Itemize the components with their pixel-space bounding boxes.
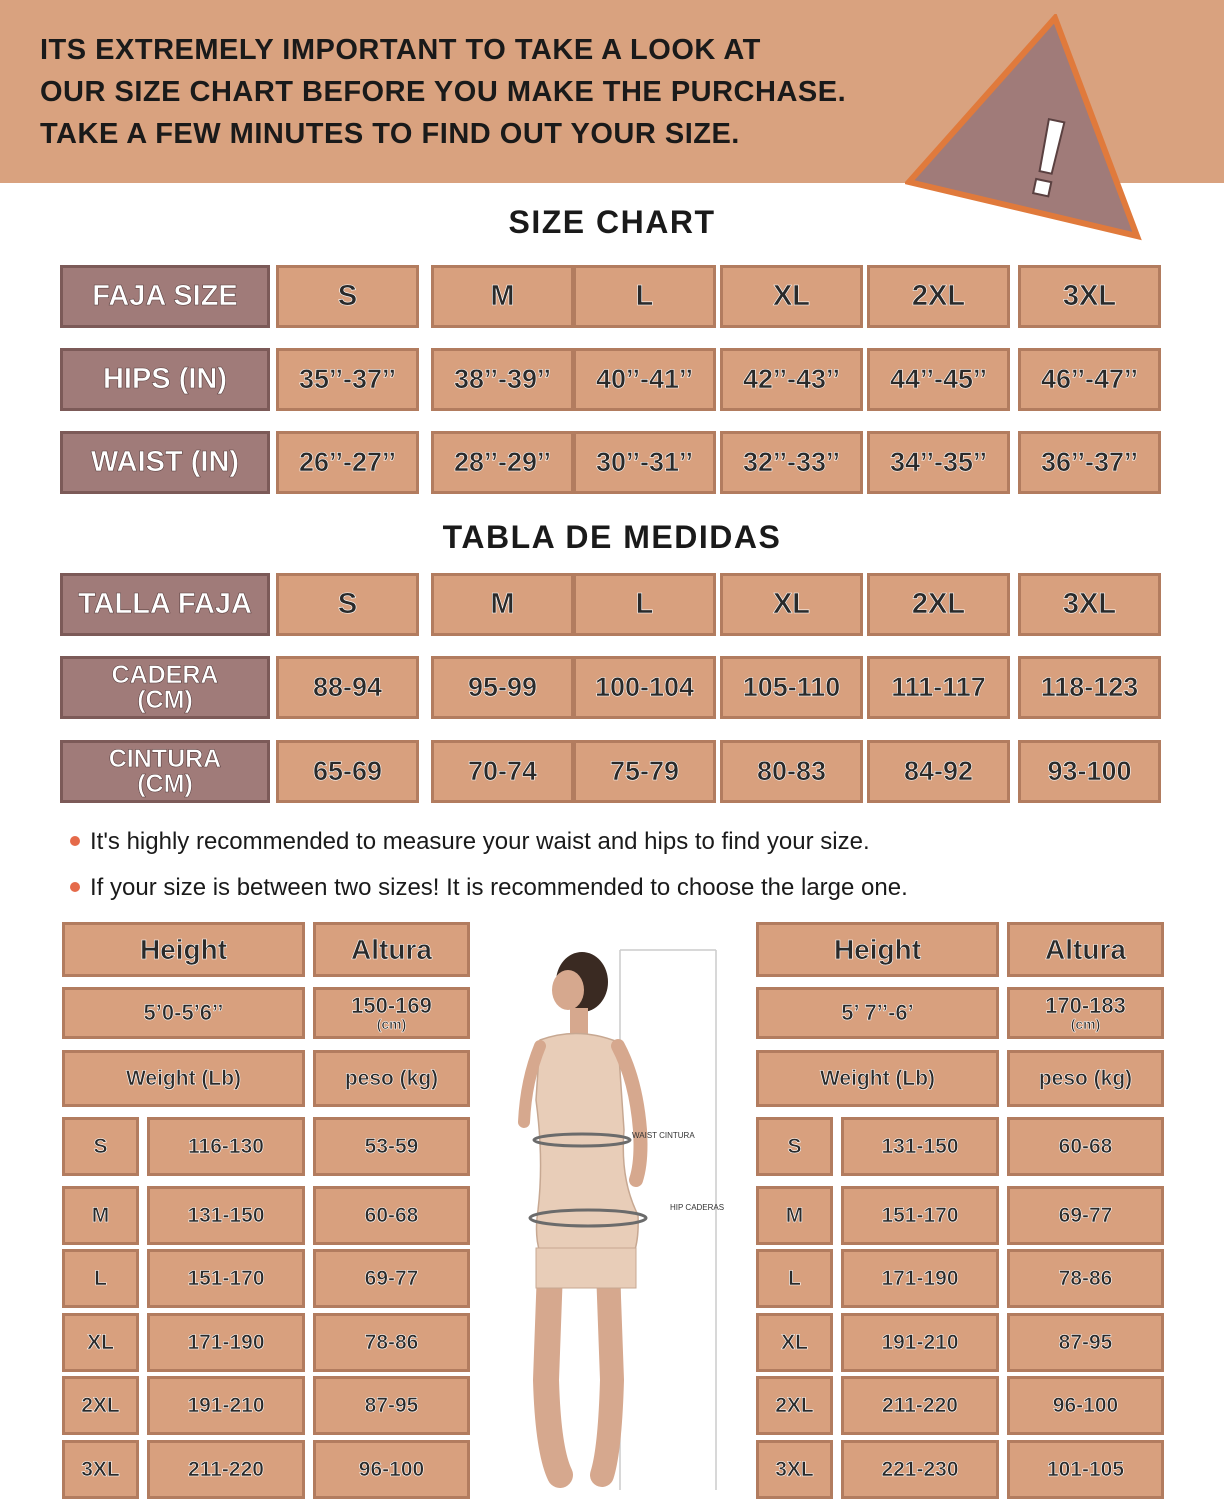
weight-size-cell: S [62, 1117, 139, 1176]
banner-line-2: OUR SIZE CHART BEFORE YOU MAKE THE PURCHASE. [40, 76, 847, 108]
waist-cell: 36’’-37’’ [1018, 431, 1161, 494]
talla-cell: L [573, 573, 716, 636]
cintura-cell: 65-69 [276, 740, 419, 803]
size-cell: L [573, 265, 716, 328]
size-cell: 2XL [867, 265, 1010, 328]
weight-size-cell: 3XL [62, 1440, 139, 1499]
weight-lb-cell: 211-220 [841, 1376, 999, 1435]
weight-size-cell: S [756, 1117, 833, 1176]
cadera-cell: 88-94 [276, 656, 419, 719]
weight-size-cell: L [756, 1249, 833, 1308]
cintura-cell: 75-79 [573, 740, 716, 803]
weight-size-cell: M [62, 1186, 139, 1245]
cintura-cell: 70-74 [431, 740, 574, 803]
waist-cell: 34’’-35’’ [867, 431, 1010, 494]
weight-kg-cell: 101-105 [1007, 1440, 1164, 1499]
weight-lb-cell: 221-230 [841, 1440, 999, 1499]
right-weight-header: Weight (Lb) [756, 1050, 999, 1107]
note-1 [70, 828, 870, 856]
weight-lb-cell: 151-170 [841, 1186, 999, 1245]
weight-lb-cell: 151-170 [147, 1249, 305, 1308]
weight-kg-cell: 69-77 [1007, 1186, 1164, 1245]
waist-cell: 32’’-33’’ [720, 431, 863, 494]
hips-cell: 42’’-43’’ [720, 348, 863, 411]
right-height-value: 5’ 7’’-6’ [756, 987, 999, 1039]
weight-size-cell: XL [62, 1313, 139, 1372]
hips-cell: 40’’-41’’ [573, 348, 716, 411]
cadera-cell: 118-123 [1018, 656, 1161, 719]
cintura-label [60, 740, 270, 803]
cadera-label-line2: (CM) [137, 685, 193, 714]
cadera-cell: 100-104 [573, 656, 716, 719]
talla-cell: XL [720, 573, 863, 636]
hips-cell: 46’’-47’’ [1018, 348, 1161, 411]
weight-size-cell: XL [756, 1313, 833, 1372]
weight-size-cell: M [756, 1186, 833, 1245]
size-chart-title: SIZE CHART [508, 204, 716, 240]
waist-label: WAIST (IN) [60, 431, 270, 494]
note-2 [70, 874, 908, 902]
weight-lb-cell: 191-210 [147, 1376, 305, 1435]
warning-glyph: ! [1018, 94, 1080, 223]
size-cell: M [431, 265, 574, 328]
right-altura-unit: (cm) [1070, 1016, 1101, 1032]
weight-lb-cell: 171-190 [841, 1249, 999, 1308]
banner-line-1: ITS EXTREMELY IMPORTANT TO TAKE A LOOK AT [40, 34, 761, 66]
weight-kg-cell: 96-100 [313, 1440, 470, 1499]
faja-size-label: FAJA SIZE [60, 265, 270, 328]
right-altura-range: 170-183 [1045, 993, 1126, 1018]
size-cell: S [276, 265, 419, 328]
left-peso-header: peso (kg) [313, 1050, 470, 1107]
weight-kg-cell: 69-77 [313, 1249, 470, 1308]
weight-kg-cell: 78-86 [1007, 1249, 1164, 1308]
weight-lb-cell: 211-220 [147, 1440, 305, 1499]
weight-size-cell: 2XL [62, 1376, 139, 1435]
weight-lb-cell: 171-190 [147, 1313, 305, 1372]
weight-lb-cell: 116-130 [147, 1117, 305, 1176]
waist-figure-label: WAIST CINTURA [632, 1131, 695, 1140]
model-figure [490, 930, 740, 1500]
hips-cell: 38’’-39’’ [431, 348, 574, 411]
left-weight-header: Weight (Lb) [62, 1050, 305, 1107]
cadera-cell: 95-99 [431, 656, 574, 719]
weight-size-cell: 2XL [756, 1376, 833, 1435]
cadera-label-line1: CADERA [111, 660, 219, 689]
cadera-cell: 111-117 [867, 656, 1010, 719]
banner-line-3: TAKE A FEW MINUTES TO FIND OUT YOUR SIZE. [40, 118, 740, 150]
waist-cell: 28’’-29’’ [431, 431, 574, 494]
weight-kg-cell: 87-95 [313, 1376, 470, 1435]
right-height-header: Height [756, 922, 999, 977]
weight-kg-cell: 53-59 [313, 1117, 470, 1176]
bullet-icon [70, 836, 80, 846]
left-altura-value [313, 987, 470, 1039]
talla-cell: 2XL [867, 573, 1010, 636]
left-altura-unit: (cm) [376, 1016, 407, 1032]
waist-cell: 30’’-31’’ [573, 431, 716, 494]
size-cell: 3XL [1018, 265, 1161, 328]
weight-kg-cell: 60-68 [1007, 1117, 1164, 1176]
weight-kg-cell: 78-86 [313, 1313, 470, 1372]
right-altura-value [1007, 987, 1164, 1039]
left-altura-range: 150-169 [351, 993, 432, 1018]
talla-faja-label: TALLA FAJA [60, 573, 270, 636]
leg-left [546, 1270, 560, 1475]
weight-size-cell: L [62, 1249, 139, 1308]
cintura-cell: 93-100 [1018, 740, 1161, 803]
weight-kg-cell: 60-68 [313, 1186, 470, 1245]
weight-kg-cell: 87-95 [1007, 1313, 1164, 1372]
talla-cell: M [431, 573, 574, 636]
bullet-icon [70, 882, 80, 892]
weight-lb-cell: 131-150 [841, 1117, 999, 1176]
talla-cell: 3XL [1018, 573, 1161, 636]
note-2-text: If your size is between two sizes! It is recommended to choose the large one. [90, 874, 908, 901]
right-altura-header: Altura [1007, 922, 1164, 977]
hip-figure-label: HIP CADERAS [670, 1203, 725, 1212]
cintura-cell: 80-83 [720, 740, 863, 803]
head [552, 970, 584, 1010]
cintura-label-line2: (CM) [137, 769, 193, 798]
size-cell: XL [720, 265, 863, 328]
tabla-title: TABLA DE MEDIDAS [442, 519, 782, 555]
hips-label: HIPS (IN) [60, 348, 270, 411]
hips-cell: 44’’-45’’ [867, 348, 1010, 411]
cintura-cell: 84-92 [867, 740, 1010, 803]
weight-size-cell: 3XL [756, 1440, 833, 1499]
cadera-cell: 105-110 [720, 656, 863, 719]
left-altura-header: Altura [313, 922, 470, 977]
cintura-label-line1: CINTURA [108, 744, 222, 773]
leg-right [602, 1270, 612, 1475]
weight-lb-cell: 191-210 [841, 1313, 999, 1372]
note-1-text: It's highly recommended to measure your waist and hips to find your size. [90, 828, 870, 855]
weight-lb-cell: 131-150 [147, 1186, 305, 1245]
talla-cell: S [276, 573, 419, 636]
hips-cell: 35’’-37’’ [276, 348, 419, 411]
left-height-header: Height [62, 922, 305, 977]
right-peso-header: peso (kg) [1007, 1050, 1164, 1107]
weight-kg-cell: 96-100 [1007, 1376, 1164, 1435]
left-height-value: 5’0-5’6’’ [62, 987, 305, 1039]
waist-cell: 26’’-27’’ [276, 431, 419, 494]
cadera-label [60, 656, 270, 719]
